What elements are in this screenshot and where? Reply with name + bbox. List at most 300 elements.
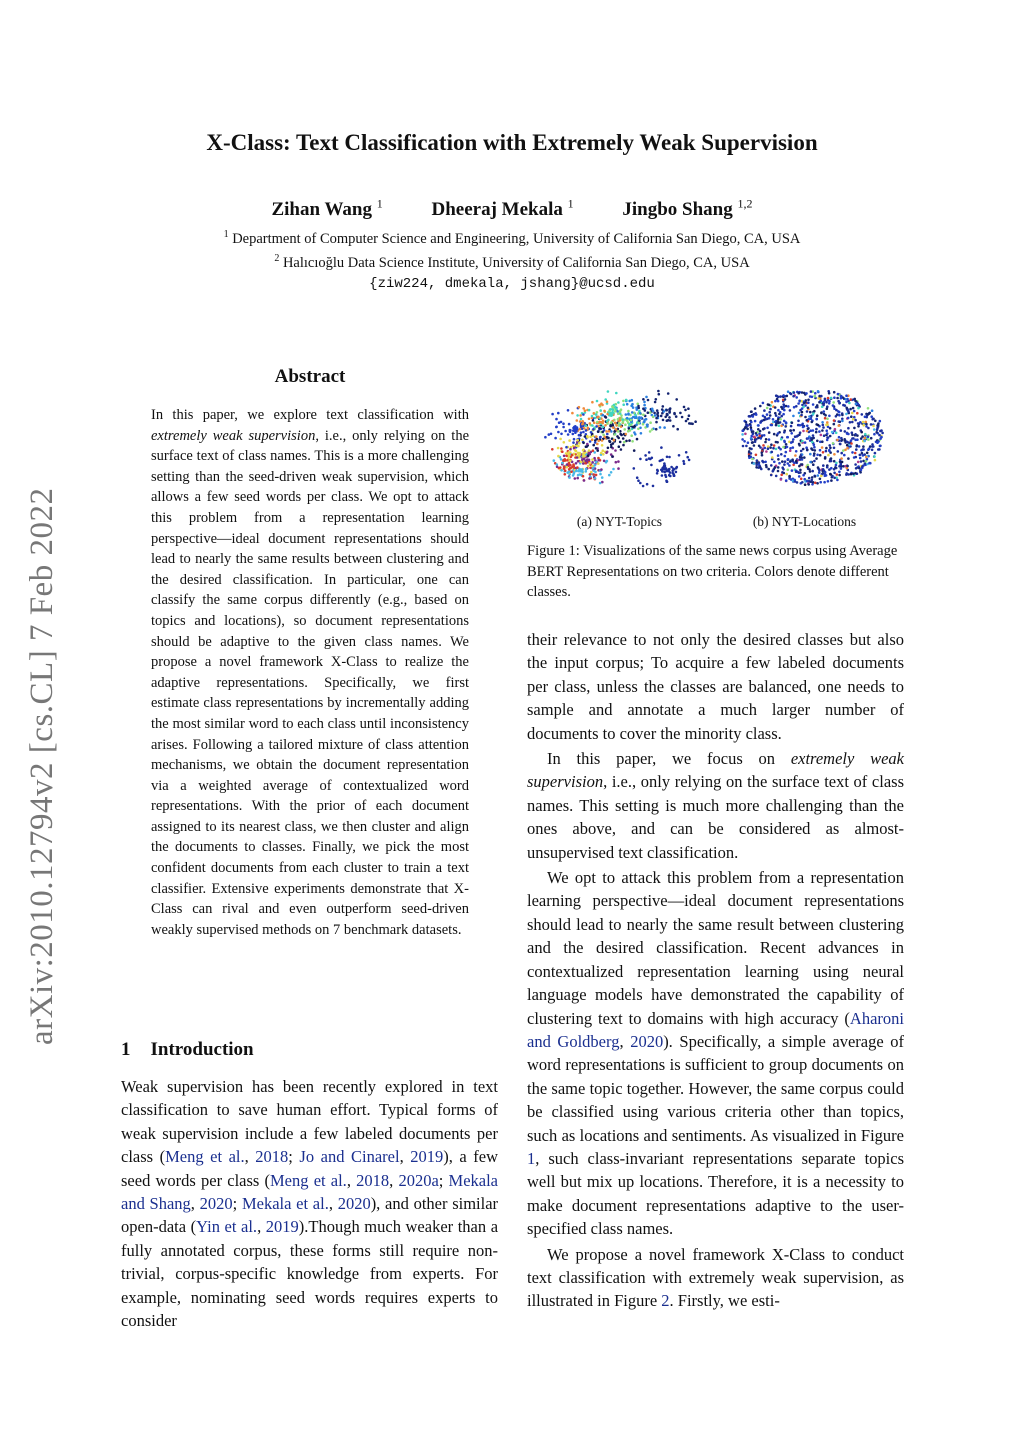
scatter-point xyxy=(806,425,809,428)
scatter-point xyxy=(642,414,645,417)
citation-link[interactable]: 2020 xyxy=(630,1031,664,1051)
scatter-point xyxy=(655,428,658,431)
scatter-point xyxy=(627,410,630,413)
scatter-point xyxy=(826,418,829,421)
scatter-point xyxy=(601,476,604,479)
scatter-point xyxy=(623,428,626,431)
scatter-point xyxy=(867,413,870,416)
citation-link[interactable]: Meng et al. xyxy=(270,1170,347,1190)
scatter-point xyxy=(817,474,820,477)
scatter-point xyxy=(633,449,636,452)
scatter-point xyxy=(625,413,628,416)
citation-link[interactable]: Mekala and Shang xyxy=(121,1170,499,1214)
scatter-point xyxy=(867,435,870,438)
scatter-point xyxy=(833,477,836,480)
scatter-point xyxy=(785,422,788,425)
scatter-point xyxy=(783,472,786,475)
scatter-point xyxy=(655,421,658,424)
scatter-point xyxy=(763,434,766,437)
scatter-point xyxy=(574,425,577,428)
scatter-point xyxy=(812,403,815,406)
intro-paragraph-3: In this paper, we focus on extremely weak supervision, i.e., only relying on the surface text of class names. This setting is much more challenging than the ones above, and can be considered as almost-unsupervised text classification. xyxy=(527,749,904,862)
scatter-point xyxy=(824,417,827,420)
scatter-point xyxy=(579,470,582,473)
scatter-point xyxy=(813,443,816,446)
scatter-point xyxy=(775,475,778,478)
scatter-point xyxy=(816,454,819,457)
scatter-point xyxy=(602,453,605,456)
scatter-point xyxy=(560,433,563,436)
scatter-point xyxy=(687,407,690,410)
scatter-point xyxy=(574,477,577,480)
scatter-point xyxy=(592,449,595,452)
scatter-point xyxy=(840,429,843,432)
scatter-point xyxy=(617,460,620,463)
scatter-point xyxy=(654,414,657,417)
scatter-point xyxy=(865,423,868,426)
scatter-point xyxy=(672,425,675,428)
scatter-point xyxy=(822,424,825,427)
scatter-point xyxy=(662,419,665,422)
scatter-point xyxy=(596,400,599,403)
citation-link[interactable]: Jo and Cinarel xyxy=(299,1147,400,1167)
scatter-point xyxy=(772,469,775,472)
scatter-point xyxy=(836,439,839,442)
scatter-point xyxy=(580,461,583,464)
scatter-point xyxy=(622,418,625,421)
scatter-point xyxy=(792,446,795,449)
scatter-point xyxy=(833,447,836,450)
scatter-point xyxy=(792,438,795,441)
scatter-point xyxy=(754,407,757,410)
scatter-point xyxy=(643,401,646,404)
scatter-point xyxy=(840,452,843,455)
scatter-point xyxy=(579,428,582,431)
scatter-point xyxy=(862,460,865,463)
scatter-point xyxy=(873,433,876,436)
scatter-point xyxy=(848,402,851,405)
scatter-point xyxy=(816,414,819,417)
figure-ref-link[interactable]: 2 xyxy=(661,1291,670,1311)
scatter-point xyxy=(784,455,787,458)
scatter-point xyxy=(774,400,777,403)
scatter-point xyxy=(588,449,591,452)
scatter-point xyxy=(755,464,758,467)
scatter-point xyxy=(596,416,599,419)
scatter-point xyxy=(837,410,840,413)
scatter-point xyxy=(778,424,781,427)
scatter-point xyxy=(755,438,758,441)
scatter-point xyxy=(801,391,804,394)
scatter-point xyxy=(688,459,691,462)
scatter-point xyxy=(875,431,878,434)
scatter-point xyxy=(597,440,600,443)
scatter-point xyxy=(816,440,819,443)
scatter-point xyxy=(800,414,803,417)
scatter-point xyxy=(778,413,781,416)
scatter-point xyxy=(558,421,561,424)
abstract-body: In this paper, we explore text classification with extremely weak supervision, i.e., only relying on the surface text of class names. This is a more challenging setting than the seed-driven weak supervision, which allows a few seed words per class. We opt to attack this problem from a representation learning perspective—ideal document representations should lead to nearly the same results between clustering and the desired classification. In particular, one can classify the same corpus differently (e.g., based on topics and locations), so document representations should be adaptive to the given class names. We propose a novel framework X-Class to realize the adaptive representations. Specifically, we first estimate class representations by incrementally adding the most similar word to each class until inconsistency arises. Following a tailored mixture of class attention mechanisms, we obtain the document representation via a weighted average of contextualized word representations. With the prior of each document assigned to its nearest class, we then cluster and align the documents to classes. Finally, we pick the most confident documents from each cluster to train a text classifier. Extensive experiments demonstrate that X-Class can rival and even outperform seed-driven weakly supervised methods on 7 benchmark datasets. xyxy=(151,407,469,938)
citation-link[interactable]: 2019 xyxy=(265,1217,299,1237)
scatter-point xyxy=(870,423,873,426)
scatter-point xyxy=(788,475,791,478)
scatter-point xyxy=(865,425,868,428)
scatter-point xyxy=(826,423,829,426)
scatter-point xyxy=(833,391,836,394)
scatter-point xyxy=(854,400,857,403)
author-emails: {ziw224, dmekala, jshang}@ucsd.edu xyxy=(369,276,655,292)
scatter-point xyxy=(773,433,776,436)
scatter-point xyxy=(589,473,592,476)
scatter-point xyxy=(845,394,848,397)
scatter-point xyxy=(803,478,806,481)
scatter-point xyxy=(741,438,744,441)
scatter-point xyxy=(746,428,749,431)
scatter-point xyxy=(783,463,786,466)
scatter-point xyxy=(643,404,646,407)
scatter-point xyxy=(818,469,821,472)
scatter-point xyxy=(779,448,782,451)
scatter-point xyxy=(777,409,780,412)
scatter-point xyxy=(646,483,649,486)
scatter-point xyxy=(780,474,783,477)
scatter-point xyxy=(814,449,817,452)
scatter-point xyxy=(582,442,585,445)
scatter-point xyxy=(603,436,606,439)
scatter-point xyxy=(646,425,649,428)
scatter-point xyxy=(798,412,801,415)
scatter-point xyxy=(637,428,640,431)
scatter-point xyxy=(610,446,613,449)
scatter-point xyxy=(868,462,871,465)
scatter-point xyxy=(780,438,783,441)
scatter-point xyxy=(743,440,746,443)
scatter-point xyxy=(847,457,850,460)
scatter-point xyxy=(838,424,841,427)
scatter-point xyxy=(754,420,757,423)
scatter-point xyxy=(595,447,598,450)
citation-link[interactable]: 2020 xyxy=(199,1194,233,1214)
scatter-point xyxy=(610,443,613,446)
scatter-point xyxy=(864,416,867,419)
scatter-point xyxy=(806,430,809,433)
scatter-point xyxy=(563,441,566,444)
citation-link[interactable]: 2018 xyxy=(255,1147,289,1167)
scatter-point xyxy=(603,460,606,463)
scatter-point xyxy=(819,449,822,452)
scatter-point xyxy=(795,396,798,399)
scatter-point xyxy=(649,430,652,433)
scatter-point xyxy=(880,429,883,432)
scatter-point xyxy=(608,430,611,433)
scatter-point xyxy=(833,472,836,475)
scatter-point xyxy=(750,421,753,424)
scatter-point xyxy=(840,457,843,460)
scatter-point xyxy=(597,430,600,433)
scatter-point xyxy=(570,470,573,473)
scatter-point xyxy=(649,411,652,414)
scatter-point xyxy=(806,480,809,483)
scatter-point xyxy=(656,409,659,412)
scatter-point xyxy=(633,425,636,428)
scatter-point xyxy=(566,471,569,474)
scatter-point xyxy=(752,415,755,418)
scatter-point xyxy=(637,407,640,410)
scatter-point xyxy=(799,458,802,461)
scatter-point xyxy=(606,400,609,403)
scatter-point xyxy=(837,420,840,423)
scatter-point xyxy=(568,476,571,479)
scatter-point xyxy=(595,474,598,477)
scatter-point xyxy=(772,447,775,450)
scatter-point xyxy=(591,424,594,427)
scatter-point xyxy=(764,447,767,450)
scatter-point xyxy=(745,423,748,426)
scatter-point xyxy=(813,446,816,449)
scatter-point xyxy=(827,480,830,483)
author-2: Dheeraj Mekala $^1$ xyxy=(431,197,574,221)
scatter-point xyxy=(605,430,608,433)
scatter-point xyxy=(841,420,844,423)
scatter-point xyxy=(684,409,687,412)
scatter-point xyxy=(846,444,849,447)
scatter-point xyxy=(566,459,569,462)
scatter-point xyxy=(569,430,572,433)
scatter-point xyxy=(578,473,581,476)
scatter-point xyxy=(807,401,810,404)
scatter-point xyxy=(665,409,668,412)
scatter-point xyxy=(683,406,686,409)
scatter-point xyxy=(814,392,817,395)
scatter-point xyxy=(859,454,862,457)
scatter-point xyxy=(597,459,600,462)
scatter-point xyxy=(618,445,621,448)
scatter-point xyxy=(682,460,685,463)
scatter-point xyxy=(832,404,835,407)
scatter-point xyxy=(811,476,814,479)
scatter-point xyxy=(807,437,810,440)
scatter-point xyxy=(779,418,782,421)
scatter-point xyxy=(811,479,814,482)
subcaption-a: (a) NYT-Topics xyxy=(576,514,663,529)
scatter-point xyxy=(599,409,602,412)
citation-link[interactable]: Meng et al. xyxy=(165,1147,245,1167)
scatter-point xyxy=(758,445,761,448)
scatter-point xyxy=(845,401,848,404)
scatter-point xyxy=(827,390,830,393)
scatter-point xyxy=(588,477,591,480)
scatter-point xyxy=(823,413,826,416)
scatter-point xyxy=(619,441,622,444)
scatter-point xyxy=(589,422,592,425)
scatter-point xyxy=(561,462,564,465)
scatter-point xyxy=(800,478,803,481)
scatter-point xyxy=(797,392,800,395)
scatter-point xyxy=(632,406,635,409)
scatter-point xyxy=(662,405,665,408)
scatter-point xyxy=(562,422,565,425)
scatter-point xyxy=(614,449,617,452)
scatter-point xyxy=(666,414,669,417)
scatter-point xyxy=(578,434,581,437)
scatter-point xyxy=(643,419,646,422)
scatter-point xyxy=(785,473,788,476)
scatter-point xyxy=(647,411,650,414)
scatter-point xyxy=(655,417,658,420)
affiliation-2: $^2$ Halıcıoğlu Data Science Institute, University of California San Diego, CA, USA xyxy=(274,253,750,271)
scatter-point xyxy=(787,405,790,408)
scatter-point xyxy=(619,419,622,422)
intro-paragraph-4: We opt to attack this problem from a representation learning perspective—ideal document representations should lead to nearly the same result between clustering and the desired classification. Recent advances in contextualized representation learning using neural language models have demonstrated the capability of clustering text to domains with high accuracy (Aharoni and Goldberg, 2020). Specifically, a simple average of word representations is sufficient to group documents on the same topic together. However, the same corpus could be classified using various criteria other than topics, such as locations and sentiments. As visualized in Figure 1, such class-invariant representations separate topics well but mix up locations. Therefore, it is a necessity to make document representations adaptive to the user-specified class names. xyxy=(527,868,905,1239)
scatter-point xyxy=(557,412,560,415)
scatter-point xyxy=(785,443,788,446)
scatter-point xyxy=(799,469,802,472)
scatter-point xyxy=(623,441,626,444)
scatter-point xyxy=(860,431,863,434)
scatter-point xyxy=(809,395,812,398)
scatter-point xyxy=(628,439,631,442)
scatter-point xyxy=(839,443,842,446)
citation-link[interactable]: 2019 xyxy=(410,1147,444,1167)
scatter-point xyxy=(639,482,642,485)
scatter-point xyxy=(860,460,863,463)
scatter-point xyxy=(819,400,822,403)
scatter-point xyxy=(660,415,663,418)
scatter-point xyxy=(826,421,829,424)
scatter-point xyxy=(753,444,756,447)
citation-link[interactable]: 2018 xyxy=(356,1170,390,1190)
citation-link[interactable]: Aharoni and Goldberg xyxy=(527,1008,904,1051)
scatter-point xyxy=(847,417,850,420)
scatter-point xyxy=(822,404,825,407)
scatter-point xyxy=(837,450,840,453)
scatter-point xyxy=(864,437,867,440)
scatter-point xyxy=(847,441,850,444)
scatter-point xyxy=(766,407,769,410)
scatter-point xyxy=(638,422,641,425)
scatter-point xyxy=(858,445,861,448)
citation-link[interactable]: 2020a xyxy=(398,1170,439,1190)
scatter-point xyxy=(873,455,876,458)
scatter-point xyxy=(850,415,853,418)
scatter-point xyxy=(874,420,877,423)
scatter-point xyxy=(606,451,609,454)
scatter-point xyxy=(755,454,758,457)
scatter-point xyxy=(747,441,750,444)
scatter-point xyxy=(849,408,852,411)
scatter-point xyxy=(620,434,623,437)
scatter-point xyxy=(853,427,856,430)
scatter-point xyxy=(560,458,563,461)
scatter-point xyxy=(613,433,616,436)
scatter-point xyxy=(639,458,642,461)
scatter-point xyxy=(576,419,579,422)
scatter-point xyxy=(765,450,768,453)
scatter-point xyxy=(851,431,854,434)
scatter-point xyxy=(604,398,607,401)
scatter-point xyxy=(626,419,629,422)
scatter-point xyxy=(782,413,785,416)
scatter-point xyxy=(595,413,598,416)
scatter-point xyxy=(867,438,870,441)
scatter-point xyxy=(832,442,835,445)
scatter-point xyxy=(823,410,826,413)
scatter-point xyxy=(793,462,796,465)
scatter-point xyxy=(593,421,596,424)
scatter-point xyxy=(592,473,595,476)
scatter-point xyxy=(789,460,792,463)
scatter-point xyxy=(873,428,876,431)
scatter-point xyxy=(845,407,848,410)
scatter-point xyxy=(741,429,744,432)
scatter-point xyxy=(618,422,621,425)
scatter-point xyxy=(800,450,803,453)
scatter-point xyxy=(813,395,816,398)
scatter-point xyxy=(878,448,881,451)
scatter-point xyxy=(657,412,660,415)
scatter-point xyxy=(871,449,874,452)
scatter-point xyxy=(763,409,766,412)
citation-link[interactable]: Mekala et al. xyxy=(241,1194,329,1214)
scatter-point xyxy=(608,474,611,477)
scatter-point xyxy=(660,469,663,472)
scatter-point xyxy=(805,392,808,395)
scatter-point xyxy=(656,472,659,475)
scatter-point xyxy=(761,420,764,423)
scatter-point xyxy=(591,438,594,441)
scatter-point xyxy=(634,414,637,417)
scatter-point xyxy=(652,410,655,413)
scatter-point xyxy=(827,397,830,400)
scatter-point xyxy=(577,454,580,457)
scatter-point xyxy=(652,485,655,488)
scatter-point xyxy=(550,433,553,436)
scatter-point xyxy=(846,465,849,468)
scatter-point xyxy=(849,421,852,424)
scatter-point xyxy=(843,454,846,457)
scatter-point xyxy=(795,450,798,453)
scatter-point xyxy=(807,407,810,410)
scatter-point xyxy=(625,399,628,402)
scatter-point xyxy=(844,404,847,407)
scatter-point xyxy=(857,425,860,428)
scatter-point xyxy=(569,448,572,451)
scatter-point xyxy=(634,433,637,436)
citation-link[interactable]: 2020 xyxy=(337,1194,371,1214)
scatter-point xyxy=(830,457,833,460)
abstract-heading: Abstract xyxy=(274,366,346,387)
scatter-point xyxy=(809,470,812,473)
figure-ref-link[interactable]: 1 xyxy=(527,1148,536,1168)
scatter-point xyxy=(588,409,591,412)
scatter-point xyxy=(855,448,858,451)
scatter-point xyxy=(587,454,590,457)
scatter-point xyxy=(874,459,877,462)
scatter-point xyxy=(800,454,803,457)
scatter-point xyxy=(628,423,631,426)
scatter-point xyxy=(766,427,769,430)
scatter-point xyxy=(615,461,618,464)
scatter-point xyxy=(675,415,678,418)
scatter-point xyxy=(640,432,643,435)
scatter-point xyxy=(601,431,604,434)
scatter-point xyxy=(768,411,771,414)
citation-link[interactable]: Yin et al. xyxy=(196,1217,258,1237)
scatter-point xyxy=(781,466,784,469)
scatter-point xyxy=(801,440,804,443)
scatter-point xyxy=(665,468,668,471)
affiliation-1: $^1$ Department of Computer Science and Engineering, University of California San Diego, CA, USA xyxy=(223,229,801,247)
